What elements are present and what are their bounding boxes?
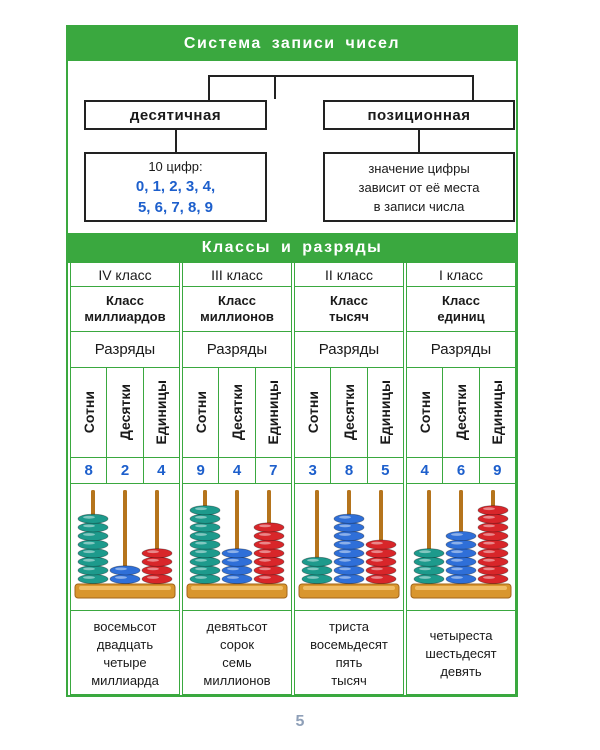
- rank-names: [183, 368, 291, 458]
- number-words: [71, 611, 179, 696]
- digit-row: [295, 458, 403, 484]
- bead-highlight: [147, 558, 159, 561]
- class-name-line: Класс: [442, 293, 480, 308]
- bead-highlight: [147, 567, 159, 570]
- class-column: [406, 262, 516, 695]
- abacus-bead: [190, 540, 220, 549]
- rank-units: Единицы: [489, 380, 506, 445]
- class-name-line: единиц: [437, 309, 485, 324]
- rank-names: [295, 368, 403, 458]
- digit: 4: [219, 458, 255, 483]
- connector-line: [208, 75, 473, 77]
- abacus-bead: [222, 565, 252, 574]
- abacus-bead: [334, 531, 364, 540]
- abacus-bead: [334, 540, 364, 549]
- section-banner: [68, 233, 516, 263]
- bead-highlight: [83, 558, 95, 561]
- abacus-base-highlight: [79, 586, 171, 590]
- bead-highlight: [259, 533, 271, 536]
- bead-highlight: [451, 533, 463, 536]
- abacus-bead: [414, 565, 444, 574]
- bead-highlight: [339, 515, 351, 518]
- abacus-illustration: [71, 484, 179, 611]
- abacus-bead: [334, 557, 364, 566]
- bead-highlight: [371, 576, 383, 579]
- bead-highlight: [451, 550, 463, 553]
- number-words: [295, 611, 403, 696]
- abacus-bead: [478, 548, 508, 557]
- word-line: восемьсот: [93, 618, 157, 634]
- page-frame: [66, 25, 518, 697]
- positional-description: [323, 152, 515, 222]
- class-name: [71, 287, 179, 332]
- number-words: [407, 611, 515, 696]
- digit-row: [71, 458, 179, 484]
- bead-highlight: [483, 541, 495, 544]
- abacus-bead: [478, 565, 508, 574]
- bead-highlight: [307, 576, 319, 579]
- abacus-bead: [78, 565, 108, 574]
- digits-row: 5, 6, 7, 8, 9: [137, 198, 214, 216]
- abacus-bead: [366, 548, 396, 557]
- bead-highlight: [259, 524, 271, 527]
- abacus-bead: [478, 505, 508, 514]
- class-label: III класс: [183, 263, 291, 287]
- abacus-bead: [78, 514, 108, 523]
- bead-highlight: [451, 558, 463, 561]
- class-name: [407, 287, 515, 332]
- digit: 6: [443, 458, 479, 483]
- bead-highlight: [259, 558, 271, 561]
- ranks-label: Разряды: [407, 332, 515, 368]
- abacus-bead: [366, 557, 396, 566]
- bead-highlight: [419, 567, 431, 570]
- abacus-base-highlight: [303, 586, 395, 590]
- abacus-bead: [302, 565, 332, 574]
- abacus-bead: [142, 557, 172, 566]
- abacus-bead: [254, 548, 284, 557]
- description-line: значение цифры: [368, 160, 470, 176]
- bead-highlight: [371, 558, 383, 561]
- ranks-label: Разряды: [71, 332, 179, 368]
- abacus-bead: [222, 557, 252, 566]
- bead-highlight: [371, 567, 383, 570]
- bead-highlight: [147, 550, 159, 553]
- digit: 5: [381, 462, 390, 479]
- connector-line: [208, 75, 210, 100]
- bead-highlight: [483, 550, 495, 553]
- bead-highlight: [419, 550, 431, 553]
- bead-highlight: [483, 507, 495, 510]
- abacus-bead: [78, 557, 108, 566]
- class-column: [182, 262, 292, 695]
- abacus-bead: [302, 574, 332, 583]
- abacus-illustration: [407, 484, 515, 611]
- word-line: сорок: [219, 636, 255, 652]
- bead-highlight: [147, 576, 159, 579]
- bead-highlight: [115, 567, 127, 570]
- abacus-bead: [478, 531, 508, 540]
- bead-highlight: [371, 550, 383, 553]
- abacus-bead: [478, 522, 508, 531]
- word-line: миллионов: [203, 672, 271, 688]
- rank-units: Единицы: [265, 380, 282, 445]
- section-title: Классы и разряды: [201, 239, 383, 256]
- abacus-bead: [478, 557, 508, 566]
- digit: 2: [107, 458, 143, 483]
- bead-highlight: [195, 558, 207, 561]
- bead-highlight: [259, 576, 271, 579]
- abacus-bead: [78, 548, 108, 557]
- abacus-bead: [142, 565, 172, 574]
- bead-highlight: [83, 524, 95, 527]
- word-line: тысяч: [331, 672, 367, 688]
- bead-highlight: [339, 558, 351, 561]
- abacus-bead: [222, 548, 252, 557]
- abacus-bead: [446, 565, 476, 574]
- bead-highlight: [419, 558, 431, 561]
- abacus-illustration: [183, 484, 291, 611]
- classes-table: [68, 262, 516, 695]
- abacus-bead: [142, 548, 172, 557]
- abacus-bead: [110, 565, 140, 574]
- abacus-bead: [78, 574, 108, 583]
- abacus-bead: [334, 565, 364, 574]
- bead-highlight: [83, 567, 95, 570]
- word-line: двадцать: [96, 636, 154, 652]
- abacus-bead: [446, 548, 476, 557]
- bead-highlight: [83, 515, 95, 518]
- abacus-bead: [414, 574, 444, 583]
- abacus-bead: [190, 531, 220, 540]
- abacus-bead: [366, 565, 396, 574]
- rank-hundreds: Сотни: [80, 391, 97, 434]
- decimal-description: [84, 152, 267, 222]
- bead-highlight: [195, 507, 207, 510]
- connector-line: [175, 130, 177, 152]
- bead-highlight: [451, 567, 463, 570]
- abacus-bead: [254, 557, 284, 566]
- rank-hundreds: Сотни: [304, 391, 321, 434]
- abacus-bead: [190, 514, 220, 523]
- page-number: 5: [295, 713, 305, 730]
- bead-highlight: [483, 533, 495, 536]
- bead-highlight: [259, 550, 271, 553]
- abacus-bead: [78, 540, 108, 549]
- bead-highlight: [419, 576, 431, 579]
- number-words: [183, 611, 291, 696]
- abacus-illustration: [295, 484, 403, 611]
- class-label: II класс: [295, 263, 403, 287]
- word-line: миллиарда: [91, 672, 159, 688]
- bead-highlight: [259, 567, 271, 570]
- digit-count-text: 10 цифр:: [148, 158, 203, 174]
- digit: 3: [295, 458, 331, 483]
- decimal-label: десятичная: [129, 106, 222, 124]
- bead-highlight: [195, 524, 207, 527]
- class-name-line: Класс: [330, 293, 368, 308]
- rank-tens: Десятки: [116, 384, 133, 441]
- abacus-bead: [190, 548, 220, 557]
- rank-names: [407, 368, 515, 458]
- class-name: [183, 287, 291, 332]
- abacus-bead: [446, 540, 476, 549]
- rank-tens: Десятки: [228, 384, 245, 441]
- rank-tens: Десятки: [340, 384, 357, 441]
- bead-highlight: [371, 541, 383, 544]
- description-line: в записи числа: [373, 198, 465, 214]
- class-column: [294, 262, 404, 695]
- bead-highlight: [259, 541, 271, 544]
- abacus-bead: [142, 574, 172, 583]
- bead-highlight: [227, 567, 239, 570]
- digit-row: [407, 458, 515, 484]
- abacus-bead: [254, 522, 284, 531]
- rank-hundreds: Сотни: [416, 391, 433, 434]
- word-line: девятьсот: [206, 618, 268, 634]
- digit: 8: [71, 458, 107, 483]
- bead-highlight: [307, 567, 319, 570]
- bead-highlight: [307, 558, 319, 561]
- abacus-bead: [334, 574, 364, 583]
- abacus-bead: [254, 574, 284, 583]
- bead-highlight: [83, 541, 95, 544]
- bead-highlight: [451, 541, 463, 544]
- abacus-bead: [478, 514, 508, 523]
- bead-highlight: [227, 550, 239, 553]
- bead-highlight: [227, 558, 239, 561]
- bead-highlight: [83, 550, 95, 553]
- bead-highlight: [339, 524, 351, 527]
- positional-box: [323, 100, 515, 130]
- abacus-bead: [78, 522, 108, 531]
- abacus-bead: [414, 557, 444, 566]
- digit: 4: [157, 462, 166, 479]
- class-label: I класс: [407, 263, 515, 287]
- word-line: триста: [329, 618, 369, 634]
- bead-highlight: [195, 515, 207, 518]
- class-name-line: тысяч: [329, 309, 369, 324]
- bead-highlight: [339, 541, 351, 544]
- bead-highlight: [227, 576, 239, 579]
- abacus-bead: [190, 565, 220, 574]
- abacus-bead: [190, 505, 220, 514]
- abacus-base-highlight: [191, 586, 283, 590]
- abacus-bead: [78, 531, 108, 540]
- bead-highlight: [483, 558, 495, 561]
- digit: 7: [269, 462, 278, 479]
- bead-highlight: [483, 515, 495, 518]
- abacus-bead: [366, 540, 396, 549]
- abacus-bead: [190, 522, 220, 531]
- bead-highlight: [483, 576, 495, 579]
- abacus-bead: [254, 540, 284, 549]
- abacus-cell: [407, 484, 515, 611]
- abacus-bead: [334, 548, 364, 557]
- class-name-line: Класс: [106, 293, 144, 308]
- digit: 4: [407, 458, 443, 483]
- bead-highlight: [83, 533, 95, 536]
- bead-highlight: [83, 576, 95, 579]
- bead-highlight: [195, 567, 207, 570]
- abacus-bead: [190, 557, 220, 566]
- abacus-bead: [302, 557, 332, 566]
- word-line: пять: [335, 654, 363, 670]
- abacus-bead: [222, 574, 252, 583]
- abacus-bead: [478, 574, 508, 583]
- bead-highlight: [115, 576, 127, 579]
- abacus-bead: [446, 531, 476, 540]
- abacus-bead: [334, 514, 364, 523]
- word-line: семь: [222, 654, 252, 670]
- page-title: Система записи чисел: [183, 35, 401, 52]
- rank-hundreds: Сотни: [192, 391, 209, 434]
- connector-line: [418, 130, 420, 152]
- class-name: [295, 287, 403, 332]
- bead-highlight: [339, 533, 351, 536]
- abacus-bead: [190, 574, 220, 583]
- abacus-bead: [478, 540, 508, 549]
- description-line: зависит от её места: [358, 179, 480, 195]
- class-name-line: миллионов: [200, 309, 274, 324]
- bead-highlight: [195, 576, 207, 579]
- abacus-bead: [110, 574, 140, 583]
- rank-units: Единицы: [153, 380, 170, 445]
- abacus-bead: [414, 548, 444, 557]
- class-label: IV класс: [71, 263, 179, 287]
- class-name-line: миллиардов: [84, 309, 166, 324]
- abacus-cell: [183, 484, 291, 611]
- rank-units: Единицы: [377, 380, 394, 445]
- class-column: [70, 262, 180, 695]
- digits-row: 0, 1, 2, 3, 4,: [135, 177, 216, 195]
- bead-highlight: [339, 576, 351, 579]
- bead-highlight: [483, 567, 495, 570]
- digit: 9: [493, 462, 502, 479]
- digit-row: [183, 458, 291, 484]
- bead-highlight: [339, 567, 351, 570]
- abacus-base-highlight: [415, 586, 507, 590]
- abacus-bead: [254, 565, 284, 574]
- connector-line: [274, 75, 276, 99]
- digit: 9: [183, 458, 219, 483]
- ranks-label: Разряды: [183, 332, 291, 368]
- connector-line: [472, 75, 474, 100]
- word-line: шестьдесят: [425, 645, 497, 661]
- bead-highlight: [451, 576, 463, 579]
- abacus-bead: [366, 574, 396, 583]
- word-line: четыреста: [429, 627, 493, 643]
- decimal-box: [84, 100, 267, 130]
- bead-highlight: [339, 550, 351, 553]
- bead-highlight: [195, 541, 207, 544]
- positional-label: позиционная: [367, 106, 471, 124]
- digit: 8: [331, 458, 367, 483]
- rank-names: [71, 368, 179, 458]
- abacus-cell: [295, 484, 403, 611]
- abacus-bead: [254, 531, 284, 540]
- ranks-label: Разряды: [295, 332, 403, 368]
- abacus-bead: [446, 557, 476, 566]
- bead-highlight: [195, 533, 207, 536]
- abacus-bead: [334, 522, 364, 531]
- word-line: восемьдесят: [310, 636, 388, 652]
- word-line: девять: [440, 663, 482, 679]
- bead-highlight: [195, 550, 207, 553]
- title-banner: [68, 27, 516, 61]
- bead-highlight: [483, 524, 495, 527]
- abacus-cell: [71, 484, 179, 611]
- abacus-bead: [446, 574, 476, 583]
- class-name-line: Класс: [218, 293, 256, 308]
- word-line: четыре: [103, 654, 147, 670]
- rank-tens: Десятки: [452, 384, 469, 441]
